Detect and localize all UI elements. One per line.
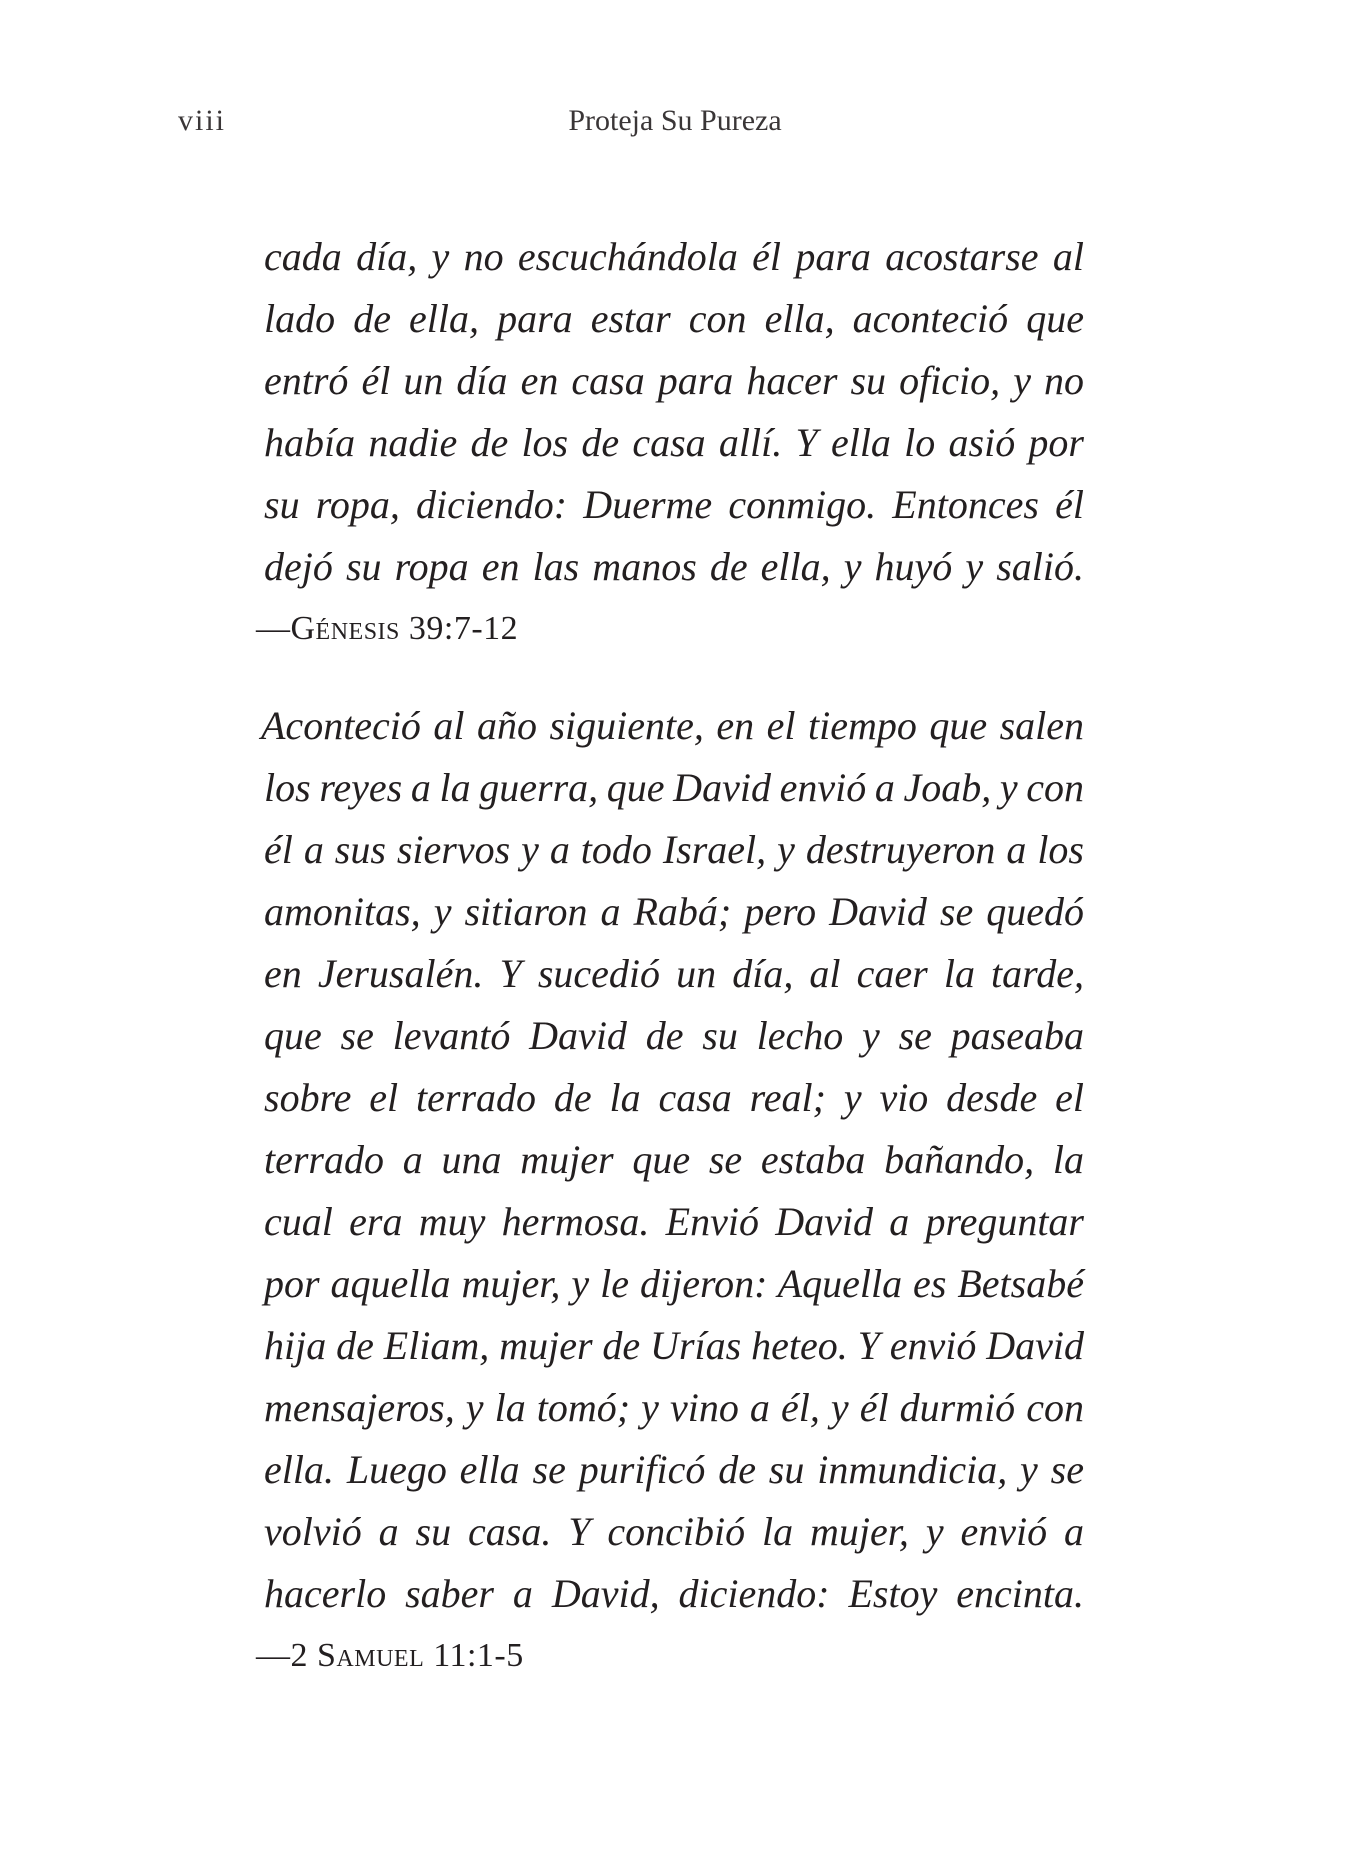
page-number: viii [178,104,227,137]
verse-line: volvió a su casa. Y concibió la mujer, y envió a [264,1509,1084,1554]
scripture-citation: —2 Samuel 11:1-5 [256,1637,524,1674]
book-title: Proteja Su Pureza [568,104,782,137]
verse-line: su ropa, diciendo: Duerme conmigo. Entonces él [264,482,1084,527]
verse-line: en Jerusalén. Y sucedió un día, al caer la tarde, [264,951,1084,996]
verse-line: por aquella mujer, y le dijeron: Aquella es Betsabé [264,1261,1084,1306]
verse-line: los reyes a la guerra, que David envió a Joab, y con [264,765,1085,810]
verse-line: hacerlo saber a David, diciendo: Estoy encinta. [264,1571,1084,1616]
verse-line: amonitas, y sitiaron a Rabá; pero David se quedó [264,889,1084,934]
verse-line: dejó su ropa en las manos de ella, y huyó y salió. [264,544,1084,589]
verse-line: ella. Luego ella se purificó de su inmundicia, y se [264,1447,1084,1492]
verse-line: entró él un día en casa para hacer su oficio, y no [264,358,1084,403]
verse-line: mensajeros, y la tomó; y vino a él, y él durmió con [264,1385,1084,1430]
scripture-passage-genesis [0,226,1350,660]
verse-line: él a sus siervos y a todo Israel, y destruyeron a los [264,827,1084,872]
scripture-citation: —Génesis 39:7-12 [256,610,519,647]
verse-line: hija de Eliam, mujer de Urías heteo. Y envió David [264,1323,1084,1368]
verse-line: sobre el terrado de la casa real; y vio desde el [264,1075,1084,1120]
verse-line: Aconteció al año siguiente, en el tiempo que salen [261,703,1084,748]
running-head [0,104,1350,144]
verse-line: lado de ella, para estar con ella, aconteció que [264,296,1084,341]
verse-line: terrado a una mujer que se estaba bañando, la [264,1137,1084,1182]
verse-line: había nadie de los de casa allí. Y ella lo asió por [264,420,1084,465]
verse-line: que se levantó David de su lecho y se paseaba [264,1013,1084,1058]
verse-line: cual era muy hermosa. Envió David a preguntar [264,1199,1084,1244]
scripture-passage-samuel [0,695,1350,1687]
verse-line: cada día, y no escuchándola él para acostarse al [264,234,1084,279]
